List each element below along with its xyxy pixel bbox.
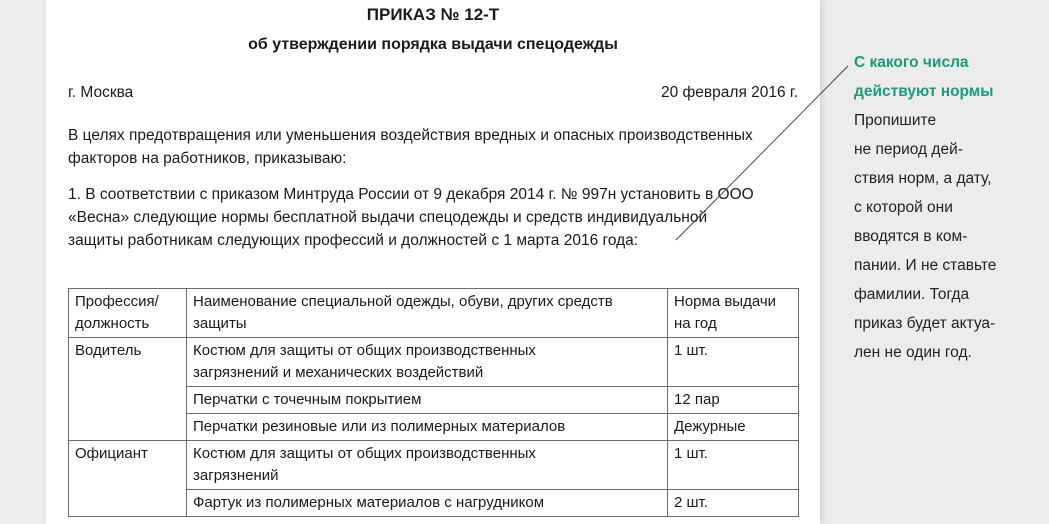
document-title: ПРИКАЗ № 12-Т	[366, 5, 500, 24]
cell-line: на год	[674, 315, 717, 332]
note-line: вводятся в ком-	[854, 228, 968, 245]
cell-line: Костюм для защиты от общих производственных	[193, 445, 536, 462]
note-line: с которой они	[854, 199, 953, 216]
cell-line: Наименование специальной одежды, обуви, других средств	[193, 293, 613, 310]
heading-line: действуют нормы	[854, 83, 994, 100]
cell-norm: 1 шт.	[668, 338, 799, 387]
note-line: пании. И не ставьте	[854, 257, 997, 274]
cell-line: должность	[75, 315, 150, 332]
cell-item: Перчатки резиновые или из полимерных материалов	[187, 414, 668, 441]
cell-norm: 1 шт.	[668, 441, 799, 490]
note-line: приказ будет актуа-	[854, 315, 996, 332]
sidebar-note	[854, 48, 1044, 367]
note-line: фамилии. Тогда	[854, 286, 970, 303]
note-line: не период дей-	[854, 141, 963, 158]
cell-item: Фартук из полимерных материалов с нагрудником	[187, 490, 668, 517]
text-line: защиты работникам следующих профессий и должностей с 1 марта 2016 года:	[68, 232, 639, 249]
note-line: лен не один год.	[854, 344, 972, 361]
cell-line: Костюм для защиты от общих производственных	[193, 342, 536, 359]
sidebar-heading	[854, 48, 1044, 106]
cell-line: Норма выдачи	[674, 293, 777, 310]
note-line: Пропишите	[854, 112, 937, 129]
text-line: 1. В соответствии с приказом Минтруда России от 9 декабря 2014 г. № 997н установить в ООО	[68, 186, 754, 203]
cell-norm: 2 шт.	[668, 490, 799, 517]
cell-profession: Водитель	[69, 338, 187, 441]
text-line: В целях предотвращения или уменьшения воздействия вредных и опасных производственных	[68, 127, 753, 144]
document-date: 20 февраля 2016 г.	[661, 84, 798, 101]
heading-line: С какого числа	[854, 54, 969, 71]
cell-item: Перчатки с точечным покрытием	[187, 387, 668, 414]
cell-profession: Официант	[69, 441, 187, 517]
cell-line: загрязнений и механических воздействий	[193, 364, 484, 381]
cell-norm: Дежурные	[668, 414, 799, 441]
text-line: факторов на работников, приказываю:	[68, 150, 347, 167]
cell-line: защиты	[193, 315, 247, 332]
cell-line: загрязнений	[193, 467, 279, 484]
text-line: «Весна» следующие нормы бесплатной выдачи спецодежды и средств индивидуальной	[68, 209, 708, 226]
note-line: ствия норм, а дату,	[854, 170, 992, 187]
cell-norm: 12 пар	[668, 387, 799, 414]
sidebar-text	[854, 106, 1044, 367]
document-subtitle: об утверждении порядка выдачи спецодежды	[248, 36, 618, 53]
cell-line: Профессия/	[75, 293, 159, 310]
document-city: г. Москва	[68, 84, 134, 101]
